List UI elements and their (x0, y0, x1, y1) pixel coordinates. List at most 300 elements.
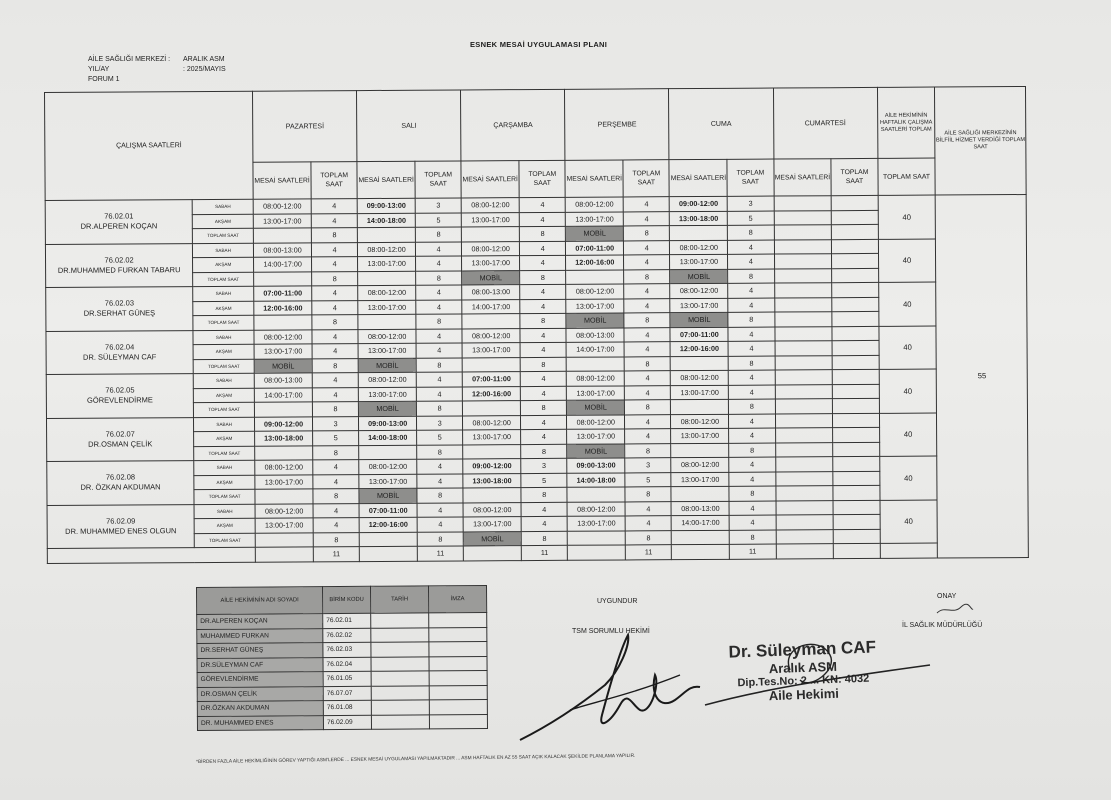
total-cell: 4 (416, 372, 462, 387)
total-cell (832, 268, 878, 283)
total-cell: 4 (624, 371, 670, 386)
toplam-header: TOPLAM SAAT (415, 161, 461, 198)
total-cell (833, 369, 879, 384)
total-cell: 4 (728, 327, 774, 342)
hours-cell: 08:00-12:00 (567, 501, 625, 516)
total-cell: 4 (625, 414, 671, 429)
session-label: SABAH (193, 286, 254, 301)
total-cell: 4 (624, 284, 670, 299)
hours-cell: 13:00-17:00 (463, 430, 521, 445)
total-cell (832, 210, 878, 225)
hours-cell (463, 488, 521, 503)
doctor-name: DR.SERHAT GÜNEŞ (83, 308, 156, 319)
hours-cell: 08:00-12:00 (461, 198, 519, 213)
session-label: SABAH (192, 199, 253, 214)
hours-cell: 08:00-12:00 (254, 329, 312, 344)
stamp-diploma: Dip.Tes.No: 2 ... KN: 4032 (737, 672, 870, 690)
hours-cell: 13:00-17:00 (567, 516, 625, 531)
doctor-name: DR.ALPEREN KOÇAN (80, 221, 158, 232)
hours-cell: 08:00-13:00 (671, 501, 729, 516)
weekly-total-header: AİLE HEKİMİNİN HAFTALIK ÇALIŞMA SAATLERİ TOPLAM (877, 87, 935, 158)
total-cell: 8 (417, 488, 463, 503)
list-date (371, 656, 429, 671)
total-cell: 8 (312, 315, 358, 330)
doctor-cell (47, 461, 194, 505)
hours-cell: 08:00-13:00 (462, 285, 520, 300)
hours-cell: 07:00-11:00 (359, 503, 417, 518)
total-cell: 4 (729, 414, 775, 429)
total-cell: 5 (415, 212, 461, 227)
total-cell: 4 (729, 472, 775, 487)
day-header: PAZARTESİ (253, 91, 358, 163)
hours-cell: MOBİL (462, 270, 520, 285)
doctor-name: GÖREVLENDİRME (87, 395, 153, 405)
total-cell: 4 (312, 344, 358, 359)
hours-cell: 08:00-13:00 (254, 373, 312, 388)
hours-cell: MOBİL (254, 358, 312, 373)
total-cell: 4 (312, 300, 358, 315)
hours-cell: 12:00-16:00 (463, 386, 521, 401)
doctor-cell (46, 417, 193, 461)
grand-total-cell: 11 (417, 546, 463, 561)
total-cell: 8 (416, 314, 462, 329)
hours-cell (358, 314, 416, 329)
total-cell: 4 (520, 371, 566, 386)
total-cell: 5 (313, 431, 359, 446)
hours-cell (775, 355, 833, 370)
hours-cell (775, 428, 833, 443)
list-name: DR. MUHAMMED ENES (197, 715, 323, 730)
total-cell: 4 (521, 429, 567, 444)
hours-cell (775, 486, 833, 501)
total-cell: 8 (313, 532, 359, 547)
doctor-name: DR. MUHAMMED ENES OLGUN (65, 525, 177, 536)
hours-cell (671, 443, 729, 458)
mesai-header: MESAİ SAATLERİ (565, 160, 623, 197)
total-cell: 4 (520, 241, 566, 256)
list-sign (429, 641, 487, 656)
total-cell: 8 (520, 270, 566, 285)
hours-cell: 13:00-18:00 (255, 431, 313, 446)
total-cell (833, 413, 879, 428)
total-cell: 8 (728, 225, 774, 240)
hours-cell (774, 196, 832, 211)
doctor-code: 76.02.07 (105, 429, 135, 439)
total-cell: 3 (625, 458, 671, 473)
total-cell: 8 (312, 402, 358, 417)
mesai-header: MESAİ SAATLERİ (461, 161, 519, 198)
list-code: 76.02.04 (323, 657, 371, 672)
day-header: CUMA (669, 88, 773, 160)
hours-cell (774, 239, 832, 254)
onay-signature-icon (935, 603, 975, 617)
hours-cell: 13:00-17:00 (359, 387, 417, 402)
hours-cell: 08:00-12:00 (670, 283, 728, 298)
center-total: 55 (936, 195, 1029, 558)
toplam-header: TOPLAM SAAT (727, 159, 773, 196)
hours-cell: MOBİL (567, 400, 625, 415)
hours-cell (254, 315, 312, 330)
hours-cell: 13:00-17:00 (567, 429, 625, 444)
total-cell: 4 (519, 197, 565, 212)
total-cell: 8 (729, 486, 775, 501)
hours-cell (568, 530, 626, 545)
hours-cell (671, 486, 729, 501)
hours-cell: 07:00-11:00 (463, 372, 521, 387)
hours-cell (462, 357, 520, 372)
hours-cell (775, 399, 833, 414)
session-label: SABAH (194, 504, 255, 519)
hours-cell: 08:00-12:00 (358, 242, 416, 257)
hours-cell (359, 445, 417, 460)
total-cell: 8 (416, 270, 462, 285)
total-cell: 4 (521, 415, 567, 430)
total-cell: 4 (520, 328, 566, 343)
hours-cell: MOBİL (566, 226, 624, 241)
hours-cell: 08:00-12:00 (566, 284, 624, 299)
stamp-title: Aile Hekimi (768, 685, 840, 704)
hours-cell (358, 227, 416, 242)
total-cell: 4 (521, 516, 567, 531)
hours-cell: 13:00-17:00 (462, 256, 520, 271)
hours-cell: 13:00-17:00 (671, 428, 729, 443)
weekly-sub-header: TOPLAM SAAT (877, 158, 935, 195)
doctor-cell (45, 243, 192, 287)
doctor-code: 76.02.09 (106, 516, 136, 526)
day-header: ÇARŞAMBA (461, 89, 566, 161)
signature-list-table (196, 585, 488, 731)
schedule-table (44, 86, 1029, 563)
list-date-header: TARİH (370, 586, 428, 613)
list-name: GÖREVLENDİRME (197, 672, 323, 687)
total-cell: 8 (311, 228, 357, 243)
hours-cell: 08:00-12:00 (255, 460, 313, 475)
doctor-code: 76.02.03 (104, 298, 135, 308)
stamp-name: Dr. Süleyman CAF (728, 637, 877, 662)
total-cell: 8 (312, 271, 358, 286)
mesai-header: MESAİ SAATLERİ (253, 162, 311, 199)
hours-cell: 08:00-12:00 (255, 503, 313, 518)
day-header: CUMARTESİ (773, 87, 878, 159)
hours-cell: 08:00-12:00 (566, 197, 624, 212)
list-sign (429, 699, 487, 714)
list-code: 76.01.05 (323, 671, 371, 686)
total-cell: 4 (624, 298, 670, 313)
hours-cell: 08:00-12:00 (671, 370, 729, 385)
total-cell (832, 224, 878, 239)
session-label: AKŞAM (193, 257, 254, 272)
total-cell: 4 (521, 502, 567, 517)
total-cell: 4 (729, 515, 775, 530)
grand-total-cell: 11 (313, 547, 359, 562)
total-cell: 8 (313, 445, 359, 460)
hours-cell: 13:00-17:00 (254, 344, 312, 359)
weekly-total: 40 (878, 195, 936, 239)
hours-cell: 13:00-17:00 (462, 343, 520, 358)
hours-cell (254, 271, 312, 286)
hours-cell: MOBİL (359, 401, 417, 416)
total-cell: 8 (624, 226, 670, 241)
doctor-code: 76.02.05 (105, 385, 135, 395)
total-cell: 8 (624, 269, 670, 284)
hours-cell: MOBİL (670, 269, 728, 284)
doctor-cell (46, 374, 193, 418)
weekly-total: 40 (878, 239, 936, 283)
hours-cell: 12:00-16:00 (254, 300, 312, 315)
doctor-name: DR.MUHAMMED FURKAN TABARU (57, 264, 181, 275)
hours-cell (671, 356, 729, 371)
total-cell: 5 (727, 211, 773, 226)
list-sign (429, 656, 487, 671)
doctor-code: 76.02.02 (104, 255, 134, 265)
hours-cell: 14:00-18:00 (359, 430, 417, 445)
total-cell (833, 471, 879, 486)
center-total-header: AİLE SAĞLIĞI MERKEZİNİN BİLFİİL HİZMET VERDİĞİ TOPLAM SAAT (935, 87, 1026, 196)
list-date (371, 671, 429, 686)
doctor-code: 76.02.01 (104, 211, 134, 221)
list-name-header: AİLE HEKİMİNİN ADI SOYADI (197, 587, 323, 615)
session-label: SABAH (193, 243, 254, 258)
weekly-total: 40 (880, 500, 938, 544)
list-name: MUHAMMED FURKAN (197, 628, 323, 643)
total-cell: 4 (624, 385, 670, 400)
hours-cell (775, 442, 833, 457)
total-cell: 4 (416, 386, 462, 401)
hours-cell: 12:00-16:00 (566, 255, 624, 270)
total-cell: 4 (624, 240, 670, 255)
period-label: YIL/AY (88, 66, 110, 73)
list-code-header: BİRİM KODU (323, 586, 371, 613)
session-label: AKŞAM (194, 431, 255, 446)
list-sign (429, 714, 487, 729)
total-cell: 3 (415, 198, 461, 213)
total-cell: 4 (728, 298, 774, 313)
hours-cell (774, 312, 832, 327)
hours-cell: 13:00-17:00 (253, 213, 311, 228)
list-date (371, 685, 429, 700)
hours-cell: 08:00-12:00 (670, 240, 728, 255)
mesai-header: MESAİ SAATLERİ (669, 159, 727, 196)
session-label: SABAH (193, 330, 254, 345)
hours-cell: 14:00-17:00 (672, 515, 730, 530)
total-cell: 4 (729, 385, 775, 400)
hours-cell (567, 356, 625, 371)
hours-cell (255, 402, 313, 417)
hours-cell: 08:00-13:00 (254, 242, 312, 257)
hours-cell: 13:00-17:00 (567, 385, 625, 400)
hours-cell: 09:00-13:00 (567, 458, 625, 473)
total-cell: 4 (312, 387, 358, 402)
hours-cell: 13:00-17:00 (463, 517, 521, 532)
hours-cell (255, 445, 313, 460)
hours-cell: 14:00-17:00 (254, 257, 312, 272)
total-cell (832, 355, 878, 370)
total-cell: 3 (312, 416, 358, 431)
hours-cell (775, 471, 833, 486)
hours-cell (567, 487, 625, 502)
hours-cell: 09:00-12:00 (463, 459, 521, 474)
grand-total-cell (776, 544, 834, 559)
list-sign-header: İMZA (428, 585, 486, 612)
total-cell: 8 (417, 531, 463, 546)
total-cell: 4 (520, 255, 566, 270)
hours-cell (775, 370, 833, 385)
total-cell (833, 485, 879, 500)
hours-cell: MOBİL (359, 488, 417, 503)
grand-total-cell (672, 544, 730, 559)
toplam-header: TOPLAM SAAT (831, 158, 877, 195)
footer-note: *BİRDEN FAZLA AİLE HEKİMLİĞİNİN GÖREV YAPTIĞI ASM'LERDE ... ESNEK MESAİ UYGULAMASI YAPILMAKTADIR ... ASM HAFTALIK EN AZ 55 SAAT AÇIK KALACAK ŞEKİLDE PLANLAMA YAPILIR. (196, 753, 636, 765)
doctor-name: DR.OSMAN ÇELİK (88, 439, 153, 449)
total-cell: 4 (728, 370, 774, 385)
grand-total-cell (834, 543, 880, 558)
total-cell: 4 (311, 213, 357, 228)
total-cell (832, 239, 878, 254)
page-title: ESNEK MESAİ UYGULAMASI PLANI (470, 40, 608, 49)
toplam-header: TOPLAM SAAT (311, 162, 357, 199)
total-cell: 4 (417, 473, 463, 488)
hours-cell (774, 283, 832, 298)
hours-cell (670, 225, 728, 240)
toplam-header: TOPLAM SAAT (623, 160, 669, 197)
doctor-name: DR. SÜLEYMAN CAF (82, 352, 157, 362)
hours-cell: 08:00-12:00 (567, 371, 625, 386)
total-cell: 8 (728, 269, 774, 284)
session-label: TOPLAM SAAT (194, 533, 255, 548)
grand-total-cell: 11 (625, 545, 671, 560)
doctor-cell (46, 330, 193, 374)
hours-cell (774, 326, 832, 341)
hours-cell (774, 225, 832, 240)
total-cell: 4 (623, 211, 669, 226)
total-cell: 4 (624, 255, 670, 270)
list-code: 76.01.08 (323, 700, 371, 715)
total-cell: 4 (728, 341, 774, 356)
hours-cell (775, 341, 833, 356)
day-header: PERŞEMBE (565, 89, 669, 161)
session-label: TOPLAM SAAT (194, 489, 255, 504)
uygundur-label: UYGUNDUR (597, 598, 638, 605)
total-cell: 3 (727, 196, 773, 211)
total-cell: 4 (313, 503, 359, 518)
session-label: TOPLAM SAAT (194, 446, 255, 461)
list-date (371, 627, 429, 642)
hours-cell (672, 530, 730, 545)
list-code: 76.02.02 (323, 628, 371, 643)
hours-cell: 14:00-17:00 (462, 299, 520, 314)
hours-cell: MOBİL (358, 358, 416, 373)
total-cell: 8 (729, 530, 775, 545)
weekly-total: 40 (879, 456, 937, 500)
total-cell: 4 (416, 299, 462, 314)
total-cell: 4 (625, 501, 671, 516)
session-label: TOPLAM SAAT (193, 315, 254, 330)
hours-cell (776, 500, 834, 515)
hours-cell: 13:00-17:00 (670, 298, 728, 313)
total-cell: 4 (624, 327, 670, 342)
hours-cell: 13:00-18:00 (463, 473, 521, 488)
list-name: DR.ÖZKAN AKDUMAN (197, 701, 323, 716)
hours-cell (462, 314, 520, 329)
hours-cell: 13:00-18:00 (670, 211, 728, 226)
hours-cell (775, 384, 833, 399)
total-cell: 8 (313, 489, 359, 504)
total-cell (832, 311, 878, 326)
total-cell: 4 (312, 373, 358, 388)
hours-cell: 13:00-17:00 (358, 256, 416, 271)
total-cell: 4 (625, 429, 671, 444)
grand-total-cell (360, 546, 418, 561)
hours-cell: 13:00-17:00 (566, 298, 624, 313)
total-cell: 8 (625, 530, 671, 545)
grand-total-cell (255, 547, 313, 562)
hours-cell: 14:00-17:00 (254, 387, 312, 402)
doctor-cell (46, 287, 193, 331)
hours-cell: 08:00-12:00 (463, 502, 521, 517)
day-header: SALI (357, 90, 461, 162)
hours-cell: 13:00-17:00 (566, 211, 624, 226)
total-cell: 8 (416, 357, 462, 372)
list-name: DR.SÜLEYMAN CAF (197, 657, 323, 672)
total-cell (833, 427, 879, 442)
total-cell: 4 (520, 342, 566, 357)
total-cell (833, 456, 879, 471)
total-cell: 8 (728, 356, 774, 371)
weekly-total: 40 (879, 326, 937, 370)
center-value: ARALIK ASM (183, 56, 225, 63)
total-cell: 4 (312, 329, 358, 344)
signature-scribble-icon (510, 615, 710, 755)
total-cell: 4 (311, 199, 357, 214)
total-cell (832, 326, 878, 341)
total-cell (833, 442, 879, 457)
weekly-total: 40 (879, 369, 937, 413)
total-cell: 4 (416, 328, 462, 343)
total-cell: 8 (520, 313, 566, 328)
total-cell (832, 253, 878, 268)
hours-cell (255, 532, 313, 547)
tsm-label: TSM SORUMLU HEKİMİ (572, 628, 650, 635)
total-cell: 8 (728, 312, 774, 327)
list-sign (429, 670, 487, 685)
doctor-name: DR. ÖZKAN AKDUMAN (80, 482, 161, 493)
total-cell: 8 (625, 400, 671, 415)
hours-cell (463, 401, 521, 416)
hours-cell: MOBİL (670, 312, 728, 327)
total-cell: 8 (312, 358, 358, 373)
hours-cell (255, 489, 313, 504)
total-cell: 8 (521, 444, 567, 459)
hours-cell: 13:00-17:00 (358, 300, 416, 315)
doctor-cell (47, 504, 194, 548)
hours-cell (253, 228, 311, 243)
hours-cell: 08:00-12:00 (462, 328, 520, 343)
hours-cell: 13:00-17:00 (671, 472, 729, 487)
grand-total-cell: 11 (521, 545, 567, 560)
grand-total-cell: 11 (730, 544, 776, 559)
total-cell: 8 (729, 399, 775, 414)
total-cell: 8 (521, 531, 567, 546)
stamp-center: Aralık ASM (768, 658, 838, 677)
hours-cell: 07:00-11:00 (566, 240, 624, 255)
total-cell: 4 (728, 254, 774, 269)
hours-cell (774, 297, 832, 312)
total-cell: 4 (416, 285, 462, 300)
session-label: SABAH (194, 460, 255, 475)
total-cell: 8 (521, 400, 567, 415)
total-cell (832, 340, 878, 355)
total-cell: 8 (415, 227, 461, 242)
